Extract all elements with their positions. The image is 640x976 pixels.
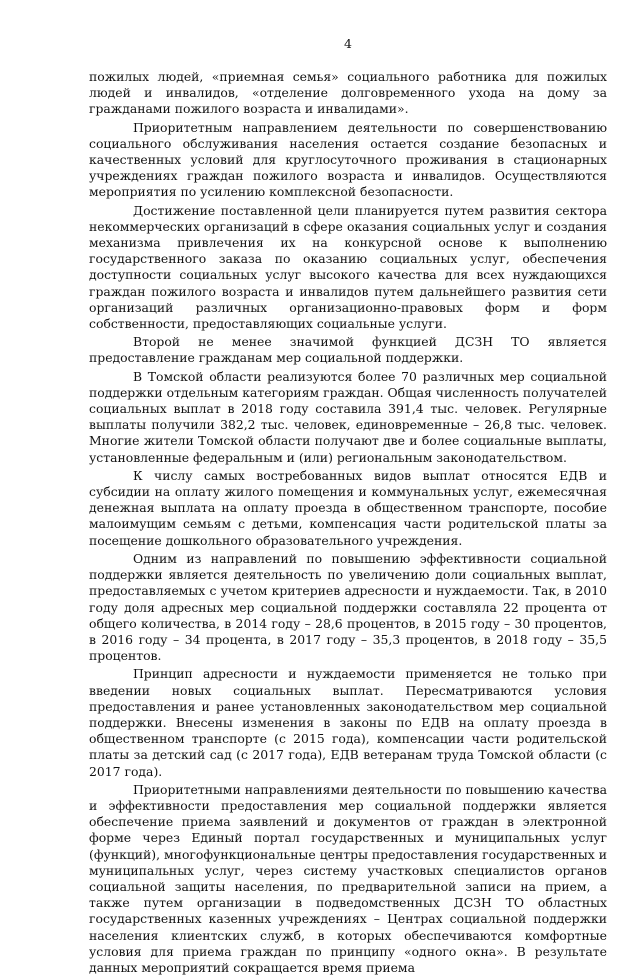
paragraph-popular-payments: К числу самых востребованных видов выплат относятся ЕДВ и субсидии на оплату жилого помещения и коммунальных услуг, ежемесячная денежная выплата на оплату проезда в общественном транспорте, пособие малоимущим семьям с детьми, компенсация части родительской платы за посещение дошкольного образовательного учреждения. [89,467,607,548]
paragraph-tomsk-measures: В Томской области реализуются более 70 различных мер социальной поддержки отдельным категориям граждан. Общая численность получателей социальных выплат в 2018 году составила 391,4 тыс. человек. Регулярные выплаты получили 382,2 тыс. человек, единовременные – 26,8 тыс. человек. Многие жители Томской области получают две и более социальные выплаты, установленные федеральным и (или) региональным законодательством. [89,368,607,465]
paragraph-nonprofit-sector: Достижение поставленной цели планируется путем развития сектора некоммерческих организаций в сфере оказания социальных услуг и создания механизма привлечения их на конкурсной основе к выполнению государственного заказа по оказанию социальных услуг, обеспечения доступности социальных услуг высокого качества для всех нуждающихся граждан пожилого возраста и инвалидов путем дальнейшего развития сети организаций различных организационно-правовых форм и форм собственности, предоставляющих социальные услуги. [89,202,607,332]
page-number: 4 [344,36,352,51]
paragraph-second-function: Второй не менее значимой функцией ДСЗН ТО является предоставление гражданам мер социальной поддержки. [89,334,607,366]
paragraph-targeting-principle: Принцип адресности и нуждаемости применяется не только при введении новых социальных выплат. Пересматриваются условия предоставления и ранее установленных законодательством мер социальной поддержки. Внесены изменения в законы по ЕДВ на оплату проезда в общественном транспорте (с 2015 года), компенсации части родительской платы за детский сад (с 2017 года), ЕДВ ветеранам труда Томской области (с 2017 года). [89,666,607,779]
paragraph-stationary-care: Приоритетным направлением деятельности по совершенствованию социального обслуживания населения остается создание безопасных и качественных условий для круглосуточного проживания в стационарных учреждениях граждан пожилого возраста и инвалидов. Осуществляются мероприятия по усилению комплексной безопасности. [89,119,607,200]
document-page [89,36,607,976]
paragraph-targeting-efficiency: Одним из направлений по повышению эффективности социальной поддержки является деятельность по увеличению доли социальных выплат, предоставляемых с учетом критериев адресности и нуждаемости. Так, в 2010 году доля адресных мер социальной поддержки составляла 22 процента от общего количества, в 2014 году – 28,6 процентов, в 2015 году – 30 процентов, в 2016 году – 34 процента, в 2017 году – 35,3 процентов, в 2018 году – 35,5 процентов. [89,550,607,664]
paragraph-continuation: пожилых людей, «приемная семья» социального работника для пожилых людей и инвалидов, «отделение долговременного ухода на дому за гражданами пожилого возраста и инвалидами». [89,69,607,117]
paragraph-priority-directions: Приоритетными направлениями деятельности по повышению качества и эффективности предоставления мер социальной поддержки является обеспечение приема заявлений и документов от граждан в электронной форме через Единый портал государственных и муниципальных услуг (функций), многофункциональные центры предоставления государственных и муниципальных услуг, через систему участковых специалистов органов социальной защиты населения, по предварительной записи на прием, а также путем организации в подведомственных ДСЗН ТО областных государственных казенных учреждениях – Центрах социальной поддержки населения клиентских служб, в которых обеспечиваются комфортные условия для приема граждан по принципу «одного окна». В результате данных мероприятий сокращается время приема [89,781,607,975]
